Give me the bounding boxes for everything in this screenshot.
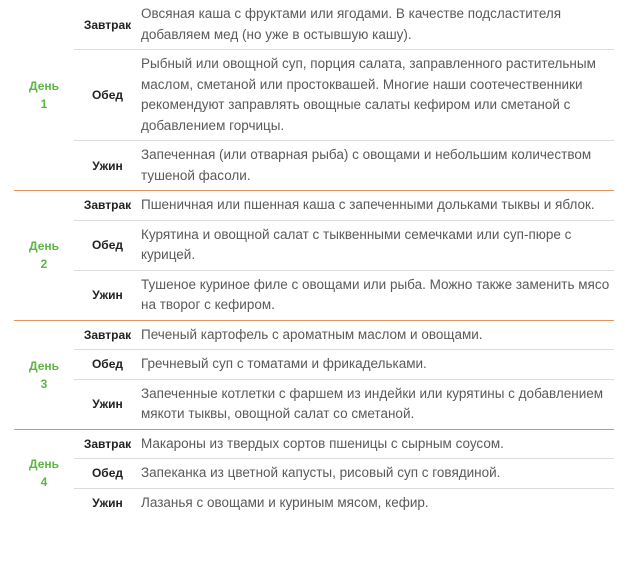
meal-name: Ужин [92,495,123,510]
meal-row [74,271,614,320]
meal-name: Обед [91,88,124,102]
day-word: День [29,79,59,93]
day-number: 4 [40,475,48,490]
day-word: День [29,457,59,472]
meal-description: Гречневый суп с томатами и фрикадельками. [141,356,427,371]
meal-row [74,489,614,518]
meal-description: Овсяная каша с фруктами или ягодами. В качестве подсластителя добавляем мед (но уже в остывшую кашу). [141,6,562,42]
day-2-meals [74,191,614,320]
meal-row [74,221,614,271]
meal-row [74,50,614,141]
meal-description: Тушеное куриное филе с овощами или рыба. Можно также заменить мясо на творог с кефиром. [141,276,610,312]
day-4-label [14,430,74,518]
meal-row [74,141,614,190]
day-4-meals [74,430,614,518]
meal-row [74,191,614,221]
meal-row [74,350,614,380]
day-1-meals [74,0,614,190]
meal-name: Завтрак [83,327,132,342]
meal-description: Пшеничная или пшенная каша с запеченными дольками тыквы и яблок. [141,197,595,212]
day-3-label [14,321,74,429]
diet-menu-table [14,0,614,517]
day-2-block [14,191,614,321]
meal-name: Завтрак [83,436,132,451]
meal-description: Курятина и овощной салат с тыквенными семечками или суп-пюре с курицей. [141,226,572,262]
day-word: День [29,358,59,373]
meal-name: Обед [91,238,124,252]
meal-row [74,0,614,50]
day-1-label [14,0,74,190]
day-number: 3 [40,376,48,391]
day-number: 1 [40,97,48,111]
day-2-label [14,191,74,320]
day-number: 2 [40,257,48,272]
meal-description: Лазанья с овощами и куриным мясом, кефир. [141,494,429,510]
meal-name: Обед [91,466,124,481]
meal-description: Печеный картофель с ароматным маслом и овощами. [141,326,483,342]
meal-description: Рыбный или овощной суп, порция салата, заправленного растительным маслом, сметаной или простоквашей. Многие наши соотечественники рекомендуют заправлять овощные салаты кефиром или сметаной с добавлением горчицы. [141,56,596,133]
meal-description: Запеченные котлетки с фаршем из индейки или курятины с добавлением мякоти тыквы, овощной салат со сметаной. [141,385,604,421]
day-word: День [29,239,59,254]
meal-row [74,430,614,460]
meal-description: Макароны из твердых сортов пшеницы с сырным соусом. [141,435,504,451]
meal-name: Завтрак [83,17,132,32]
day-4-block [14,430,614,518]
meal-row [74,321,614,351]
meal-row [74,459,614,489]
day-3-meals [74,321,614,429]
meal-description: Запеченная (или отварная рыба) с овощами и небольшим количеством тушеной фасоли. [141,147,592,183]
meal-name: Завтрак [83,198,132,213]
day-1-block [14,0,614,191]
meal-name: Обед [91,357,124,372]
meal-name: Ужин [92,158,123,173]
day-3-block [14,321,614,430]
meal-name: Ужин [92,288,123,302]
meal-row [74,380,614,429]
meal-name: Ужин [92,397,123,411]
meal-description: Запеканка из цветной капусты, рисовый суп с говядиной. [141,465,501,480]
